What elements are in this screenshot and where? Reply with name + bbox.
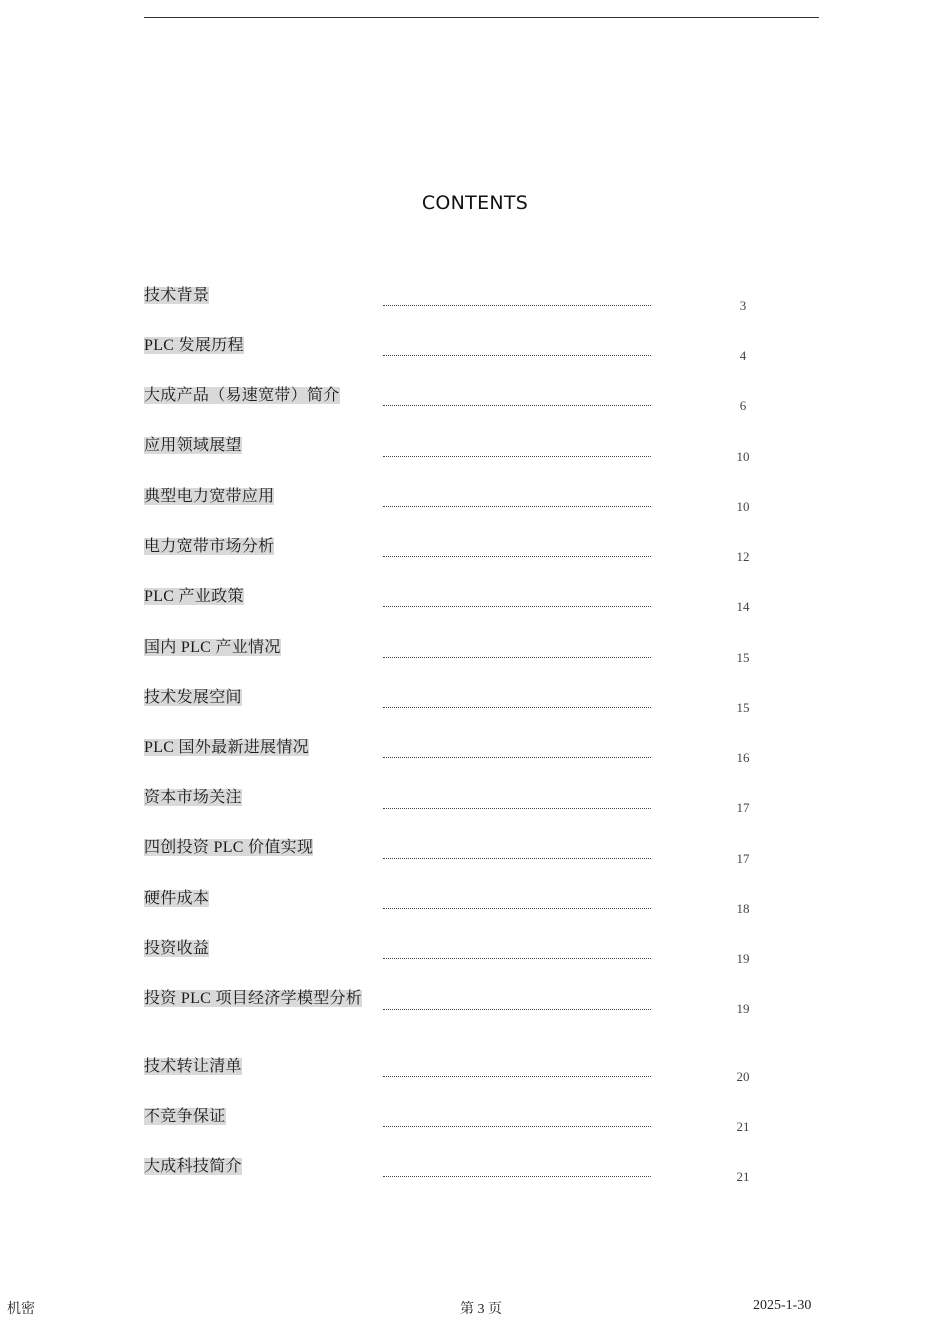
toc-page-number: 15 <box>736 700 750 715</box>
toc-page-number: 18 <box>736 901 750 916</box>
toc-entry-label <box>144 885 370 912</box>
toc-page-number: 6 <box>739 398 747 413</box>
toc-page-number: 17 <box>736 851 750 866</box>
toc-dot-leader <box>383 707 651 708</box>
toc-entry-label-text: 应用领域展望 <box>144 437 242 454</box>
toc-entry-label <box>144 634 370 661</box>
toc-dot-leader <box>383 506 651 507</box>
toc-dot-leader <box>383 556 651 557</box>
toc-page-number: 19 <box>736 951 750 966</box>
toc-dot-leader <box>383 456 651 457</box>
toc-entry-label-text: 国内 PLC 产业情况 <box>144 639 281 656</box>
toc-dot-leader <box>383 757 651 758</box>
toc-entry-label <box>144 935 370 962</box>
toc-dot-leader <box>383 1076 651 1077</box>
toc-entry-label <box>144 684 370 711</box>
toc-dot-leader <box>383 355 651 356</box>
page-title: CONTENTS <box>421 192 529 214</box>
toc-page-number: 3 <box>739 298 747 313</box>
toc-entry-label <box>144 282 370 309</box>
toc-dot-leader <box>383 606 651 607</box>
footer-confidential: 机密 <box>7 1302 35 1317</box>
toc-entry-label-text: 大成科技简介 <box>144 1158 242 1175</box>
toc-page-number: 16 <box>736 750 750 765</box>
toc-entry-label-text: PLC 产业政策 <box>144 588 244 605</box>
toc-entry-label-text: 技术发展空间 <box>144 689 242 706</box>
toc-entry-label <box>144 533 370 560</box>
toc-dot-leader <box>383 305 651 306</box>
toc-dot-leader <box>383 808 651 809</box>
toc-page-number: 12 <box>736 549 750 564</box>
toc-entry-label <box>144 432 370 459</box>
toc-page-number: 17 <box>736 800 750 815</box>
toc-page-number: 21 <box>736 1169 750 1184</box>
toc-page-number: 10 <box>736 449 750 464</box>
toc-entry-label <box>144 834 370 861</box>
toc-entry-label <box>144 1053 370 1080</box>
toc-page-number: 14 <box>736 599 750 614</box>
toc-page-number: 21 <box>736 1119 750 1134</box>
toc-page-number: 4 <box>739 348 747 363</box>
toc-entry-label-text: PLC 国外最新进展情况 <box>144 739 309 756</box>
toc-dot-leader <box>383 405 651 406</box>
toc-page-number: 10 <box>736 499 750 514</box>
toc-page-number: 19 <box>736 1001 750 1016</box>
toc-entry-label-text: 硬件成本 <box>144 890 210 907</box>
toc-dot-leader <box>383 908 651 909</box>
toc-entry-label-text: 投资收益 <box>144 940 210 957</box>
toc-page-number: 20 <box>736 1069 750 1084</box>
toc-entry-label-text: 大成产品（易速宽带）简介 <box>144 387 340 404</box>
toc-page-number: 15 <box>736 650 750 665</box>
footer-page-number: 第 3 页 <box>460 1302 502 1317</box>
toc-entry-label-text: 技术转让清单 <box>144 1058 242 1075</box>
toc-entry-label <box>144 382 370 409</box>
toc-dot-leader <box>383 657 651 658</box>
toc-entry-label <box>144 734 370 761</box>
toc-dot-leader <box>383 1176 651 1177</box>
toc-dot-leader <box>383 1009 651 1010</box>
footer-date: 2025-1-30 <box>753 1298 812 1313</box>
toc-entry-label <box>144 332 370 359</box>
toc-entry-label-text: 不竞争保证 <box>144 1108 226 1125</box>
toc-dot-leader <box>383 858 651 859</box>
toc-entry-label-text: 四创投资 PLC 价值实现 <box>144 839 314 856</box>
toc-entry-label <box>144 1153 370 1180</box>
toc-entry-label <box>144 784 370 811</box>
toc-dot-leader <box>383 1126 651 1127</box>
toc-entry-label <box>144 985 370 1012</box>
toc-entry-label <box>144 1103 370 1130</box>
toc-entry-label-text: 投资 PLC 项目经济学模型分析 <box>144 990 363 1007</box>
toc-entry-label-text: 技术背景 <box>144 287 210 304</box>
toc-dot-leader <box>383 958 651 959</box>
toc-entry-label-text: 电力宽带市场分析 <box>144 538 275 555</box>
toc-entry-label-text: PLC 发展历程 <box>144 337 244 354</box>
toc-entry-label <box>144 483 370 510</box>
toc-entry-label-text: 资本市场关注 <box>144 789 242 806</box>
toc-entry-label-text: 典型电力宽带应用 <box>144 488 275 505</box>
toc-entry-label <box>144 583 370 610</box>
